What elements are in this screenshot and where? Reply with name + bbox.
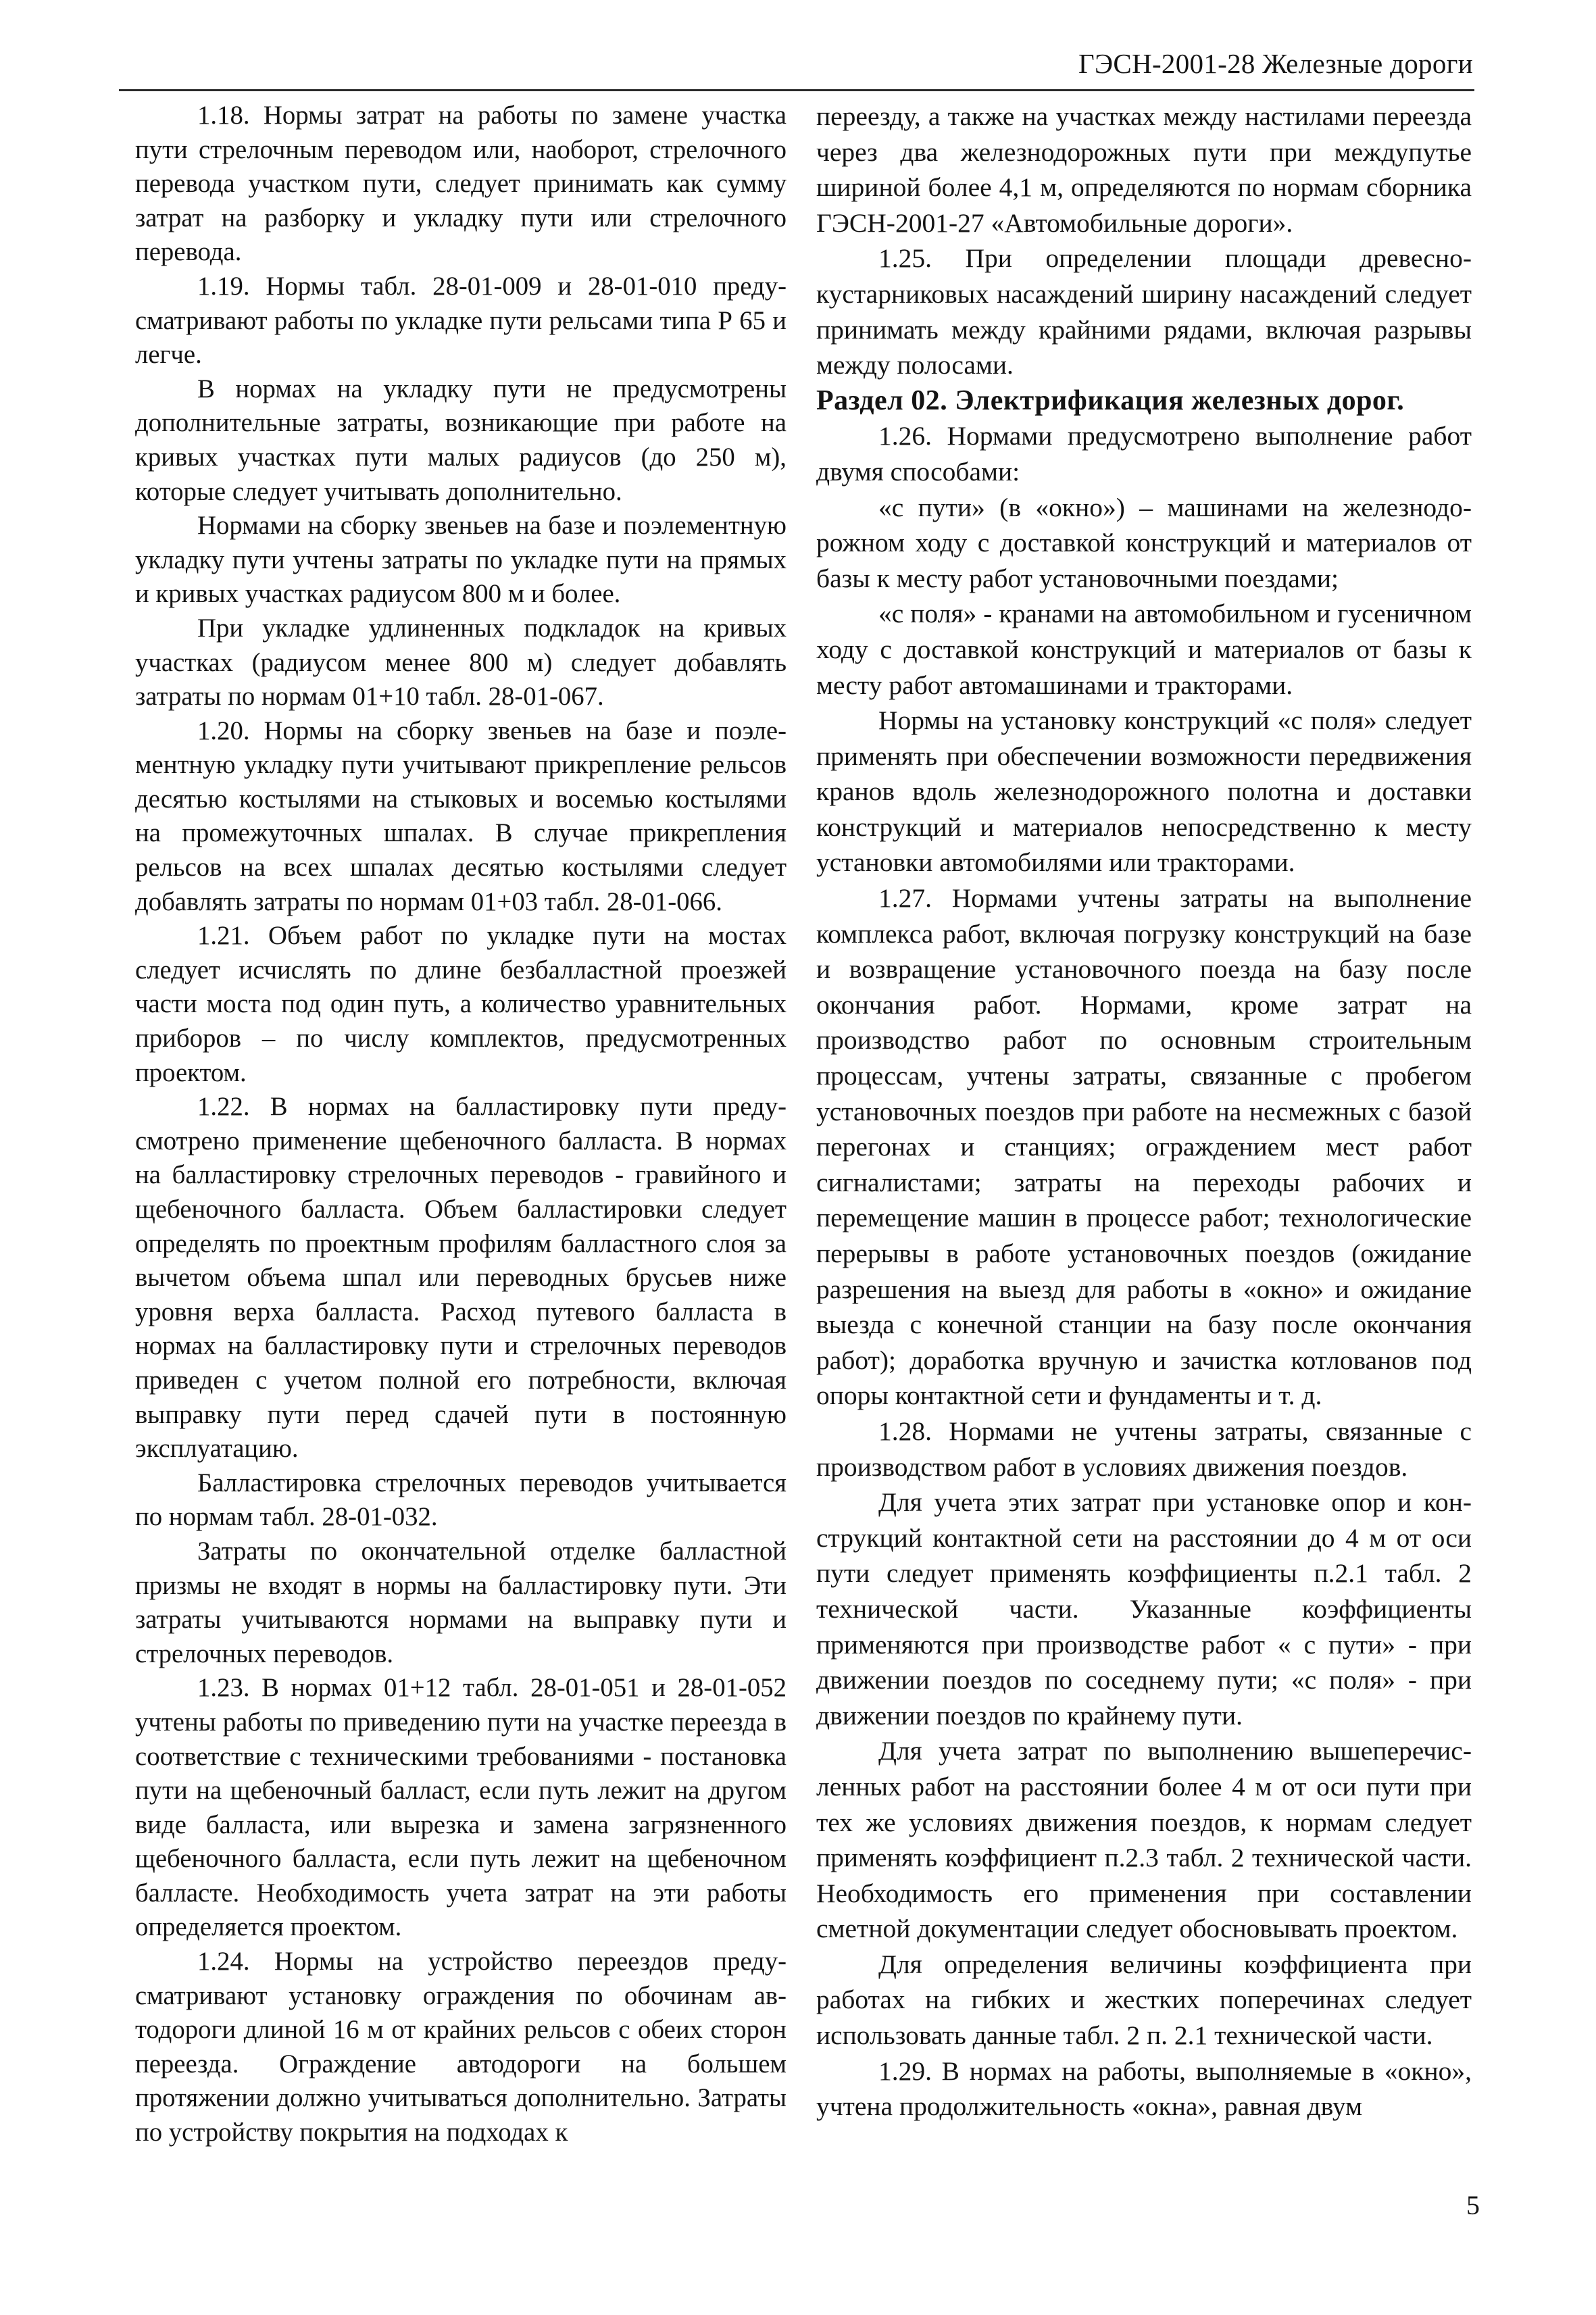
page-number: 5: [1466, 2190, 1480, 2220]
paragraph-1-21: 1.21. Объем работ по укладке пути на мостах следует исчислять по длине безбалластной проезжей части моста под один путь, а количество уравнительных приборов – по числу комплектов, предусмотренных проектом.: [135, 921, 787, 1087]
paragraph-1-18: 1.18. Нормы затрат на работы по замене участка пути стрелочным переводом или, наоборот, стрелочного перевода участком пути, следует принимать как сумму затрат на разборку и укладку пути или стрелочного перевода.: [135, 101, 787, 267]
paragraph-pads: При укладке удлиненных подкладок на кривых участках (радиусом менее 800 м) следует добавлять затраты по нормам 01+10 табл. 28-01-067.: [135, 613, 787, 712]
header-rule: [119, 89, 1474, 91]
paragraph-coefficients-4m: Для учета этих затрат при установке опор и конструкций контактной сети на расстоянии до 4 м от оси пути следует применять коэффициенты п.2.1 табл. 2 технической части. Указанные коэффициенты применяются при производстве работ « с пути» - при движении поездов по соседнему пути; «с поля» - при движении поездов по крайнему пути.: [816, 1487, 1472, 1731]
paragraph-1-28: 1.28. Нормами не учтены затраты, связанные с производством работ в условиях движения поездов.: [816, 1416, 1472, 1482]
right-column: [816, 99, 1472, 2124]
paragraph-1-24: 1.24. Нормы на устройство переездов предусматривают установку ограждения по обочинам автодороги длиной 16 м от крайних рельсов с обеих сторон переезда. Ограждение автодороги на большем протяжении должно учитываться дополнительно. Затраты по устройству покрытия на подходах к: [135, 1947, 787, 2147]
paragraph-1-26: 1.26. Нормами предусмотрено выполнение работ двумя способами:: [816, 421, 1472, 487]
paragraph-1-29: 1.29. В нормах на работы, выполняемые в «окно», учтена продолжительность «окна», равная двум: [816, 2056, 1472, 2122]
paragraph-1-19: 1.19. Нормы табл. 28-01-009 и 28-01-010 предусматривают работы по укладке пути рельсами типа Р 65 и легче.: [135, 271, 787, 370]
paragraph-assembly: Нормами на сборку звеньев на базе и поэлементную укладку пути учтены затраты по укладке пути на прямых и кривых участках радиусом 800 м и более.: [135, 511, 787, 609]
paragraph-finishing: Затраты по окончательной отделке балластной призмы не входят в нормы на балластировку пути. Эти затраты учитываются нормами на выправку пути и стрелочных переводов.: [135, 1536, 787, 1668]
paragraph-from-field: «с поля» - кранами на автомобильном и гусеничном ходу с доставкой конструкций и материалов от базы к месту работ автомашинами и тракторами.: [816, 599, 1472, 700]
paragraph-switch-ballast: Балластировка стрелочных переводов учитывается по нормам табл. 28-01-032.: [135, 1468, 787, 1532]
paragraph-1-22: 1.22. В нормах на балластировку пути предусмотрено применение щебеночного балласта. В нормах на балластировку стрелочных переводов - гравийного и щебеночного балласта. Объем балластировки следует определять по проектным профилям балластного слоя за вычетом объема шпал или переводных брусьев ниже уровня верха балласта. Расход путевого балласта в нормах на балластировку пути и стрелочных переводов приведен с учетом полной его потребности, включая выправку пути перед сдачей пути в постоянную эксплуатацию.: [135, 1092, 787, 1464]
paragraph-coefficients-over-4m: Для учета затрат по выполнению вышеперечисленных работ на расстоянии более 4 м от оси пути при тех же условиях движения поездов, к нормам следует применять коэффициент п.2.3 табл. 2 технической части. Необходимость его применения при составлении сметной документации следует обосновывать проектом.: [816, 1736, 1472, 1944]
paragraph-1-20: 1.20. Нормы на сборку звеньев на базе и поэлементную укладку пути учитывают прикрепление рельсов десятью костылями на стыковых и восемью костылями на промежуточных шпалах. В случае прикрепления рельсов на всех шпалах десятью костылями следует добавлять затраты по нормам 01+03 табл. 28-01-066.: [135, 716, 787, 916]
paragraph-field-norms: Нормы на установку конструкций «с поля» следует применять при обеспечении возможности передвижения кранов вдоль железнодорожного полотна и доставки конструкций и материалов непосредственно к месту установки автомобилями или тракторами.: [816, 705, 1472, 878]
paragraph-1-25: 1.25. При определении площади древесно-кустарниковых насаждений ширину насаждений следует принимать между крайними рядами, включая разрывы между полосами.: [816, 243, 1472, 380]
left-column: [135, 99, 787, 2150]
paragraph-from-track: «с пути» (в «окно») – машинами на железнодорожном ходу с доставкой конструкций и материалов от базы к месту работ установочными поездами;: [816, 492, 1472, 593]
section-heading: Раздел 02. Электрификация железных дорог.: [816, 384, 1405, 416]
running-header: ГЭСН-2001-28 Железные дороги: [1078, 48, 1473, 79]
paragraph-curves: В нормах на укладку пути не предусмотрены дополнительные затраты, возникающие при работе на кривых участках пути малых радиусов (до 250 м), которые следует учитывать дополнительно.: [135, 374, 787, 506]
paragraph-continuation: переезду, а также на участках между настилами переезда через два железнодорожных пути при междупутье шириной более 4,1 м, определяются по нормам сборника ГЭСН-2001-27 «Автомобильные дороги».: [816, 101, 1472, 238]
paragraph-1-27: 1.27. Нормами учтены затраты на выполнение комплекса работ, включая погрузку конструкций на базе и возвращение установочного поезда на базу после окончания работ. Нормами, кроме затрат на производство работ по основным строительным процессам, учтены затраты, связанные с пробегом установочных поездов при работе на несмежных с базой перегонах и станциях; ограждением мест работ сигналистами; затраты на переходы рабочих и перемещение машин в процессе работ; технологические перерывы в работе установочных поездов (ожидание разрешения на выезд для работы в «окно» и ожидание выезда с конечной станции на базу после окончания работ); доработка вручную и зачистка котлованов под опоры контактной сети и фундаменты и т. д.: [816, 883, 1472, 1411]
paragraph-1-23: 1.23. В нормах 01+12 табл. 28-01-051 и 28-01-052 учтены работы по приведению пути на участке переезда в соответствие с техническими требованиями - постановка пути на щебеночный балласт, если путь лежит на другом виде балласта, или вырезка и замена загрязненного щебеночного балласта, если путь лежит на щебеночном балласте. Необходимость учета затрат на эти работы определяется проектом.: [135, 1673, 787, 1942]
paragraph-crossbars: Для определения величины коэффициента при работах на гибких и жестких поперечинах следует использовать данные табл. 2 п. 2.1 технической части.: [816, 1949, 1472, 2051]
